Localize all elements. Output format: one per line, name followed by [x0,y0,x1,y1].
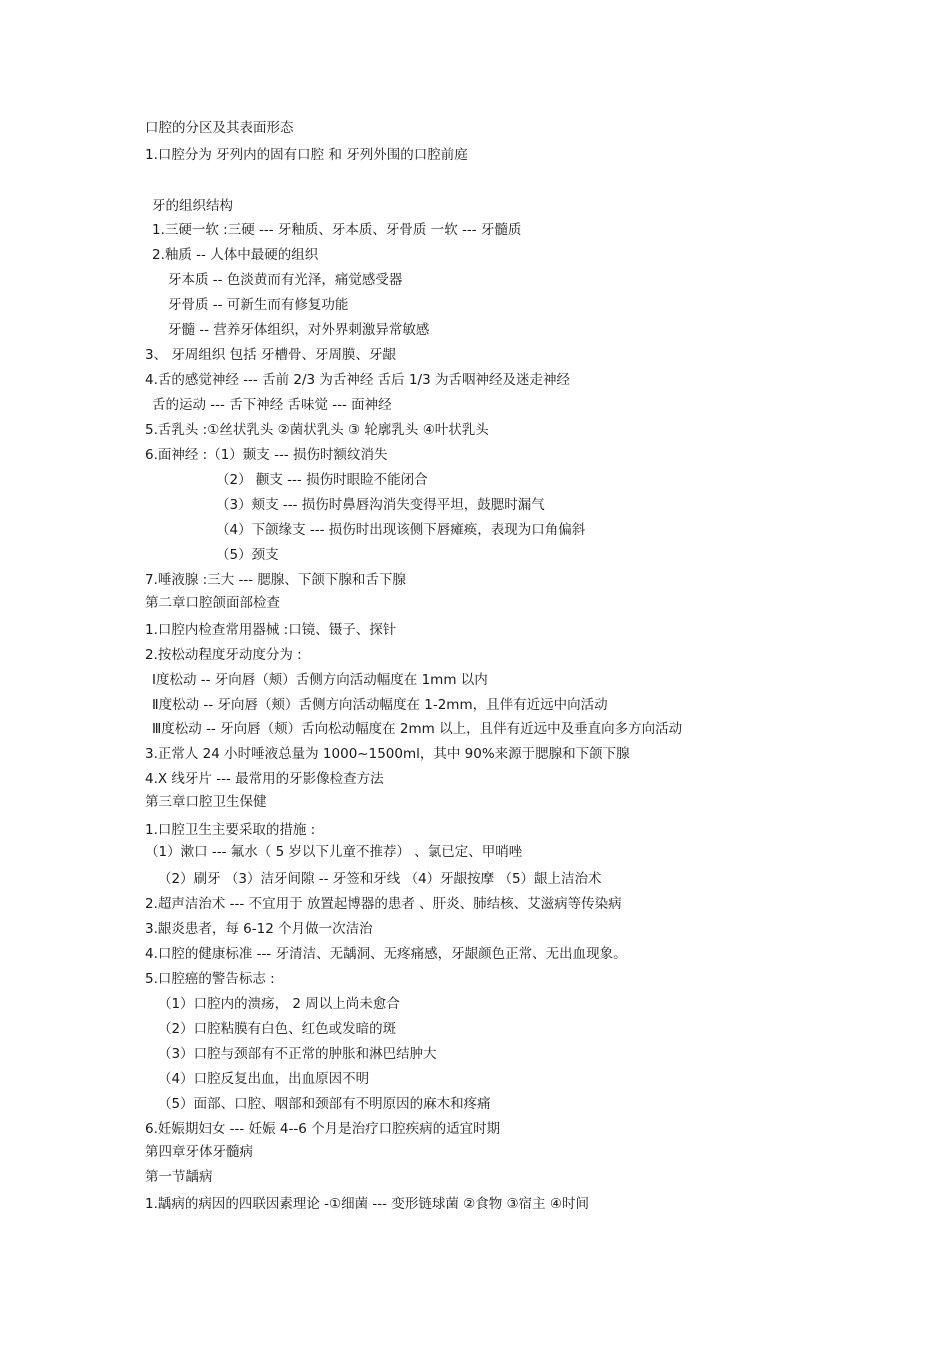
chapter-heading: 第二章口腔颌面部检查 [145,595,280,611]
text-line: （3）颊支 --- 损伤时鼻唇沟消失变得平坦，鼓腮时漏气 [216,497,545,513]
text-line: （4）下颌缘支 --- 损伤时出现该侧下唇瘫痪，表现为口角偏斜 [216,522,586,538]
text-line: 5.口腔癌的警告标志 : [145,971,275,987]
text-line: 牙骨质 -- 可新生而有修复功能 [168,297,349,313]
section-heading: 牙的组织结构 [152,198,233,214]
text-line: 4.X 线牙片 --- 最常用的牙影像检查方法 [145,771,384,787]
text-line: 牙髓 -- 营养牙体组织，对外界刺激异常敏感 [168,322,430,338]
text-line: Ⅲ度松动 -- 牙向唇（颊）舌向松动幅度在 2mm 以上，且伴有近远中及垂直向多方向活动 [152,721,683,737]
text-line: 1.口腔卫生主要采取的措施 : [145,822,316,838]
text-line: Ⅰ度松动 -- 牙向唇（颊）舌侧方向活动幅度在 1mm 以内 [152,672,488,688]
text-line: （2） 颧支 --- 损伤时眼睑不能闭合 [216,472,428,488]
text-line: （2）刷牙 （3）洁牙间隙 -- 牙签和牙线 （4）牙龈按摩 （5）龈上洁治术 [158,871,602,887]
text-line: 4.舌的感觉神经 --- 舌前 2/3 为舌神经 舌后 1/3 为舌咽神经及迷走神经 [145,372,570,388]
text-line: 2.超声洁治术 --- 不宜用于 放置起博器的患者 、肝炎、肺结核、艾滋病等传染病 [145,896,622,912]
text-line: 7.唾液腺 :三大 --- 腮腺、下颌下腺和舌下腺 [145,572,406,588]
text-line: 6.面神经 :（1）颞支 --- 损伤时额纹消失 [145,447,388,463]
chapter-heading: 第四章牙体牙髓病 [145,1144,253,1160]
text-line: （5）颈支 [216,547,279,563]
text-line: （3）口腔与颈部有不正常的肿胀和淋巴结肿大 [158,1046,437,1062]
text-line: 2.按松动程度牙动度分为 : [145,647,302,663]
text-line: （1）漱口 --- 氟水（ 5 岁以下儿童不推荐） 、氯已定、甲哨唑 [145,844,523,860]
text-line: Ⅱ度松动 -- 牙向唇（颊）舌侧方向活动幅度在 1-2mm，且伴有近远中向活动 [152,697,608,713]
text-line: 1.口腔分为 牙列内的固有口腔 和 牙列外围的口腔前庭 [145,147,468,163]
section-heading: 口腔的分区及其表面形态 [145,120,294,136]
text-line: 3、 牙周组织 包括 牙槽骨、牙周膜、牙龈 [145,347,396,363]
text-line: （1）口腔内的溃疡， 2 周以上尚未愈合 [158,996,400,1012]
text-line: 2.釉质 -- 人体中最硬的组织 [152,247,319,263]
text-line: 牙本质 -- 色淡黄而有光泽，痛觉感受器 [168,272,403,288]
chapter-heading: 第三章口腔卫生保健 [145,794,267,810]
text-line: 3.龈炎患者，每 6-12 个月做一次洁治 [145,921,373,937]
text-line: （5）面部、口腔、咽部和颈部有不明原因的麻木和疼痛 [158,1096,491,1112]
text-line: 舌的运动 --- 舌下神经 舌味觉 --- 面神经 [152,397,392,413]
text-line: 6.妊娠期妇女 --- 妊娠 4--6 个月是治疗口腔疾病的适宜时期 [145,1121,501,1137]
text-line: 3.正常人 24 小时唾液总量为 1000~1500ml，其中 90%来源于腮腺和下颌下腺 [145,746,630,762]
section-heading: 第一节龋病 [145,1169,213,1185]
text-line: （2）口腔粘膜有白色、红色或发暗的斑 [158,1021,397,1037]
text-line: 5.舌乳头 :①丝状乳头 ②菌状乳头 ③ 轮廓乳头 ④叶状乳头 [145,422,489,438]
text-line: 4.口腔的健康标准 --- 牙清洁、无龋洞、无疼痛感，牙龈颜色正常、无出血现象。 [145,946,627,962]
text-line: 1.口腔内检查常用器械 :口镜、镊子、探针 [145,622,397,638]
text-line: 1.龋病的病因的四联因素理论 -①细菌 --- 变形链球菌 ②食物 ③宿主 ④时间 [145,1196,590,1212]
text-line: 1.三硬一软 :三硬 --- 牙釉质、牙本质、牙骨质 一软 --- 牙髓质 [152,222,522,238]
text-line: （4）口腔反复出血，出血原因不明 [158,1071,370,1087]
